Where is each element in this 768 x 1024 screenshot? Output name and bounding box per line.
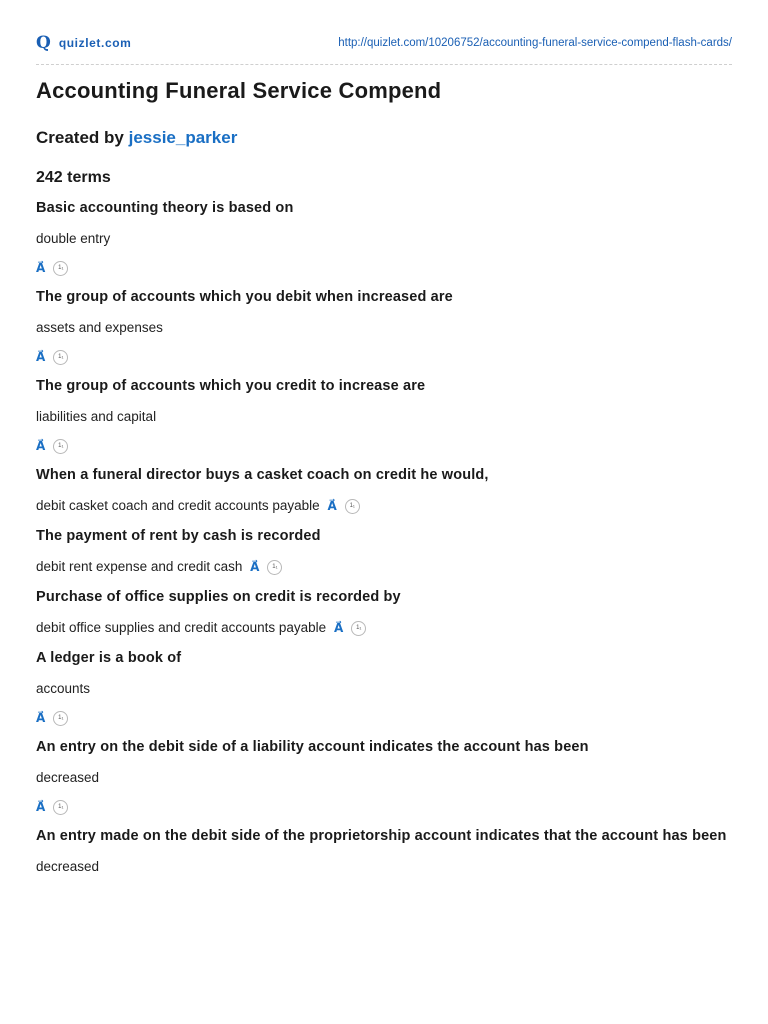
- card-term: An entry made on the debit side of the proprietorship account indicates that the account has been: [36, 828, 727, 844]
- card-definition: debit office supplies and credit accounts payable: [36, 620, 327, 635]
- card-definition: accounts: [36, 681, 91, 696]
- card-definition: debit rent expense and credit cash: [36, 559, 243, 574]
- card-term: An entry on the debit side of a liability account indicates the account has been: [36, 739, 589, 755]
- card-definition: assets and expenses: [36, 320, 163, 335]
- flashcard: [36, 376, 732, 454]
- speak-icon[interactable]: A⃗: [36, 261, 46, 275]
- card-term: Basic accounting theory is based on: [36, 200, 294, 216]
- brand[interactable]: [36, 32, 132, 53]
- card-actions: [250, 559, 282, 575]
- card-definition: decreased: [36, 859, 100, 874]
- card-definition: decreased: [36, 770, 100, 785]
- card-definition: debit casket coach and credit accounts payable: [36, 498, 320, 513]
- flashcard: [36, 648, 732, 726]
- speak-icon[interactable]: A⃗: [36, 711, 46, 725]
- card-actions: [327, 498, 359, 514]
- card-definition: liabilities and capital: [36, 409, 157, 424]
- copy-icon[interactable]: 1₁: [53, 261, 68, 276]
- card-term: A ledger is a book of: [36, 650, 182, 666]
- page-header: [36, 30, 732, 65]
- card-term: Purchase of office supplies on credit is recorded by: [36, 589, 401, 605]
- flashcard: [36, 826, 732, 876]
- flashcard: [36, 465, 732, 515]
- copy-icon[interactable]: 1₁: [53, 350, 68, 365]
- card-term: The group of accounts which you credit to increase are: [36, 378, 426, 394]
- speak-icon[interactable]: A⃗: [250, 560, 260, 575]
- card-actions: [36, 260, 732, 276]
- copy-icon[interactable]: 1₁: [53, 711, 68, 726]
- card-term: The payment of rent by cash is recorded: [36, 528, 321, 544]
- speak-icon[interactable]: A⃗: [36, 350, 46, 364]
- brand-name: quizlet.com: [58, 36, 132, 50]
- set-title: Accounting Funeral Service Compend: [36, 78, 442, 103]
- speak-icon[interactable]: A⃗: [36, 800, 46, 814]
- card-term: When a funeral director buys a casket coach on credit he would,: [36, 467, 489, 483]
- card-definition-row: [36, 619, 732, 637]
- card-actions: [36, 799, 732, 815]
- flashcard: [36, 198, 732, 276]
- card-actions: [36, 438, 732, 454]
- quizlet-logo-icon: Q: [36, 32, 51, 53]
- copy-icon[interactable]: 1₁: [351, 621, 366, 636]
- page-url-link[interactable]: http://quizlet.com/10206752/accounting-funeral-service-compend-flash-cards/: [338, 37, 732, 49]
- copy-icon[interactable]: 1₁: [53, 439, 68, 454]
- speak-icon[interactable]: A⃗: [327, 499, 337, 514]
- flashcard: [36, 287, 732, 365]
- card-actions: [36, 710, 732, 726]
- copy-icon[interactable]: 1₁: [345, 499, 360, 514]
- flashcard: [36, 737, 732, 815]
- speak-icon[interactable]: A⃗: [36, 439, 46, 453]
- card-actions: [36, 349, 732, 365]
- speak-icon[interactable]: A⃗: [333, 621, 344, 636]
- flashcard: [36, 587, 732, 637]
- card-actions: [334, 620, 366, 636]
- created-by-label: Created by: [36, 128, 124, 147]
- copy-icon[interactable]: 1₁: [267, 560, 282, 575]
- set-content: [36, 78, 732, 876]
- card-definition-row: [36, 497, 732, 515]
- flashcard: [36, 526, 732, 576]
- creator-line: [36, 128, 732, 148]
- card-definition: double entry: [36, 231, 111, 246]
- card-definition-row: [36, 558, 732, 576]
- card-term: The group of accounts which you debit when increased are: [36, 289, 453, 305]
- creator-link[interactable]: jessie_parker: [128, 128, 238, 147]
- copy-icon[interactable]: 1₁: [53, 800, 68, 815]
- terms-count: 242 terms: [36, 169, 111, 186]
